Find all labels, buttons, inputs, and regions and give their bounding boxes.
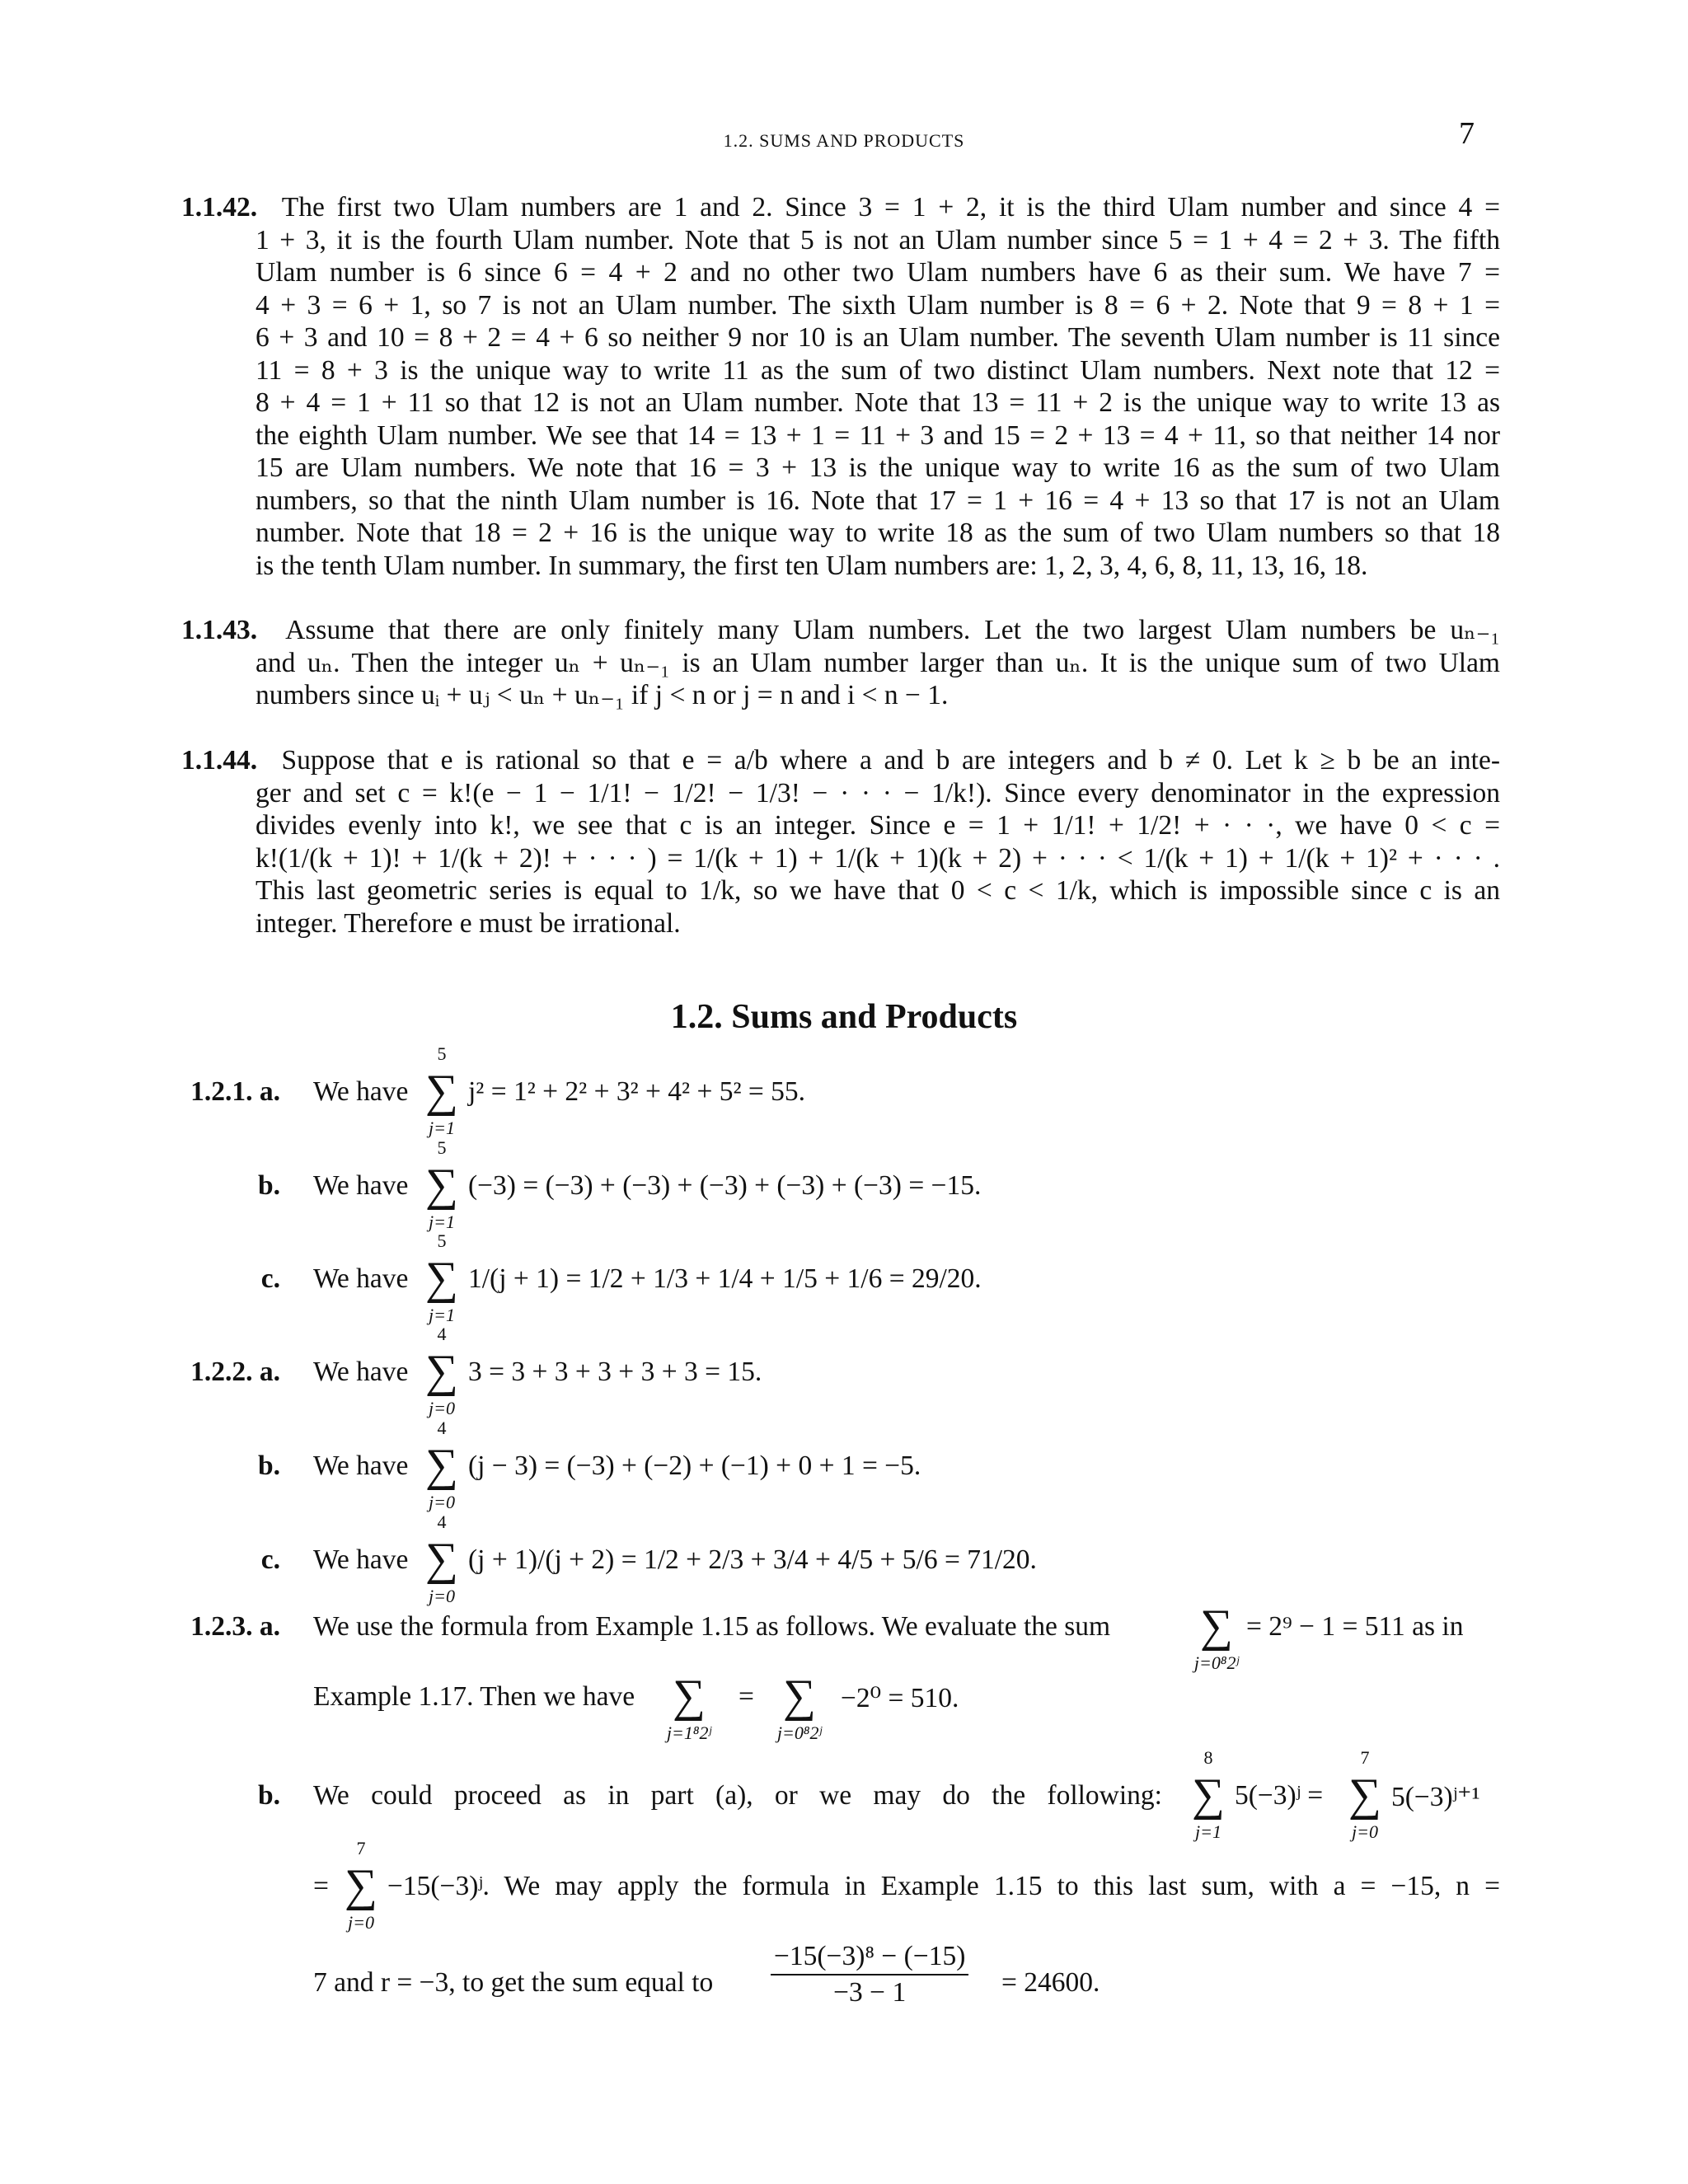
page-number: 7 [1459,116,1475,151]
sum-icon: 4 ∑ j=0 [425,1511,458,1606]
solution-label: 1.1.43. [181,615,258,645]
text-line: is the tenth Ulam number. In summary, the first ten Ulam numbers are: 1, 2, 3, 4, 6, 8, 11, 13, 16, 18. [256,550,1368,581]
exercise-text: Example 1.17. Then we have [313,1681,635,1712]
exercise-label: c. [260,1263,280,1294]
exercise-body: (−3) = (−3) + (−3) + (−3) + (−3) + (−3) = −15. [468,1170,982,1201]
sum-icon: ∑ j=0⁸2ʲ [776,1671,823,1743]
exercise-body: j² = 1² + 2² + 3² + 4² + 5² = 55. [468,1076,806,1107]
exercise-body: (j + 1)/(j + 2) = 1/2 + 2/3 + 3/4 + 4/5 + 5/6 = 71/20. [468,1544,1037,1575]
sum-icon: 7 ∑ j=0 [1348,1747,1381,1842]
exercise-text: We have [313,1451,409,1481]
solution-label: 1.1.42. [181,192,258,223]
exercise-text: −2⁰ = 510. [841,1683,959,1713]
text-line: Ulam number is 6 since 6 = 4 + 2 and no other two Ulam numbers have 6 as their sum. We have 7 = [256,257,1500,288]
text-line: divides evenly into k!, we see that c is an integer. Since e = 1 + 1/1! + 1/2! + · · ·, we have 0 < c = [256,810,1500,841]
text-line: number. Note that 18 = 2 + 16 is the unique way to write 18 as the sum of two Ulam numbers so that 18 [256,518,1500,548]
sum-icon: ∑ j=1⁸2ʲ [666,1671,712,1743]
section-heading: 1.2. Sums and Products [670,998,1018,1036]
exercise-123a-line1 [181,1601,1500,1673]
text-line: 1 + 3, it is the fourth Ulam number. Note that 5 is not an Ulam number since 5 = 1 + 4 = 2 + 3. The fifth [256,224,1500,255]
sum-icon: 5 ∑ j=1 [425,1043,458,1138]
text-span: The first two Ulam numbers are 1 and 2. Since 3 = 1 + 2, it is the third Ulam number and since 4 = [281,192,1501,223]
exercise-label: b. [257,1170,280,1201]
exercise-label: 1.2.1. a. [190,1076,280,1107]
solution-1-1-42 [181,191,1500,582]
solution-1-1-43 [181,614,1500,712]
solution-1-1-44 [181,744,1500,940]
fraction [771,1941,968,2008]
exercise-body: (j − 3) = (−3) + (−2) + (−1) + 0 + 1 = −5. [468,1451,921,1481]
exercise-text: We could proceed as in part (a), or we may do the following: [313,1780,1162,1811]
text-line [181,191,1500,224]
text-line: numbers, so that the ninth Ulam number is 16. Note that 17 = 1 + 16 = 4 + 13 so that 17 is not an Ulam [256,485,1500,516]
text-line: integer. Therefore e must be irrational. [256,907,681,939]
exercise-label: c. [260,1544,280,1575]
exercise-label: 1.2.2. a. [190,1357,280,1387]
exercise-text: 5(−3)ʲ⁺¹ [1391,1782,1480,1812]
running-head: 1.2. SUMS AND PRODUCTS [723,130,965,151]
exercise-text: We have [313,1544,409,1575]
text-line: This last geometric series is equal to 1/k, so we have that 0 < c < 1/k, which is impossible since c is an [256,875,1500,906]
exercise-text: We have [313,1263,409,1294]
exercise-text: = 24600. [1001,1967,1100,1998]
exercise-body: 1/(j + 1) = 1/2 + 1/3 + 1/4 + 1/5 + 1/6 = 29/20. [468,1263,982,1294]
text-line: 8 + 4 = 1 + 11 so that 12 is not an Ulam number. Note that 13 = 11 + 2 is the unique way to write 13 as [256,387,1500,418]
exercise-text: −15(−3)ʲ. We may apply the formula in Example 1.15 to this last sum, with a = −15, n = [387,1871,1500,1901]
exercise-text: = [313,1871,329,1901]
text-line: k!(1/(k + 1)! + 1/(k + 2)! + · · · ) = 1/(k + 1) + 1/(k + 1)(k + 2) + · · · < 1/(k + 1) + 1/(k + 1)² + · · · . [256,842,1500,874]
fraction-denominator: −3 − 1 [833,1977,907,2008]
sum-icon: 4 ∑ j=0 [425,1324,458,1418]
solution-label: 1.1.44. [181,745,258,776]
sum-icon: ∑ j=0⁸2ʲ [1193,1601,1240,1673]
text-line: ger and set c = k!(e − 1 − 1/1! − 1/2! − 1/3! − · · · − 1/k!). Since every denominator in the expression [256,777,1500,808]
text-span: Assume that there are only finitely many Ulam numbers. Let the two largest Ulam numbers be uₙ₋₁ [285,615,1500,645]
sum-icon: 5 ∑ j=1 [425,1230,458,1325]
sum-icon: 5 ∑ j=1 [425,1137,458,1232]
exercise-label: b. [257,1451,280,1481]
sum-icon: 8 ∑ j=1 [1192,1747,1225,1842]
text-line: 15 are Ulam numbers. We note that 16 = 3 + 13 is the unique way to write 16 as the sum of two Ulam [256,452,1500,483]
exercise-label: 1.2.3. a. [190,1611,280,1642]
text-line: 6 + 3 and 10 = 8 + 2 = 4 + 6 so neither 9 nor 10 is an Ulam number. The seventh Ulam number is 11 since [256,322,1500,353]
text-line [181,614,1500,647]
exercise-text: We use the formula from Example 1.15 as follows. We evaluate the sum [313,1611,1111,1642]
text-line: 11 = 8 + 3 is the unique way to write 11 as the sum of two distinct Ulam numbers. Next note that 12 = [256,354,1500,386]
exercise-text: We have [313,1076,409,1107]
text-line: the eighth Ulam number. We see that 14 = 13 + 1 = 11 + 3 and 15 = 2 + 13 = 4 + 11, so that neither 14 nor [256,419,1500,451]
text-line [181,744,1500,777]
text-line: numbers since uᵢ + uⱼ < uₙ + uₙ₋₁ if j < n or j = n and i < n − 1. [256,680,949,710]
exercise-label: b. [257,1780,280,1811]
text-span: Suppose that e is rational so that e = a/b where a and b are integers and b ≠ 0. Let k ≥ b be an inte- [281,745,1501,776]
sum-icon: 4 ∑ j=0 [425,1418,458,1512]
fraction-numerator: −15(−3)⁸ − (−15) [771,1941,968,1975]
exercise-text: 7 and r = −3, to get the sum equal to [313,1967,714,1998]
exercise-text: = [738,1681,754,1712]
exercise-text: We have [313,1170,409,1201]
exercise-text: = 2⁹ − 1 = 511 as in [1246,1611,1464,1642]
exercise-text: 5(−3)ʲ = [1235,1780,1324,1811]
exercise-text: We have [313,1357,409,1387]
text-line: and uₙ. Then the integer uₙ + uₙ₋₁ is an Ulam number larger than uₙ. It is the unique sum of two Ulam [256,647,1500,678]
sum-icon: 7 ∑ j=0 [345,1838,377,1933]
text-line: 4 + 3 = 6 + 1, so 7 is not an Ulam number. The sixth Ulam number is 8 = 6 + 2. Note that 9 = 8 + 1 = [256,289,1500,321]
exercise-body: 3 = 3 + 3 + 3 + 3 + 3 = 15. [468,1357,762,1387]
